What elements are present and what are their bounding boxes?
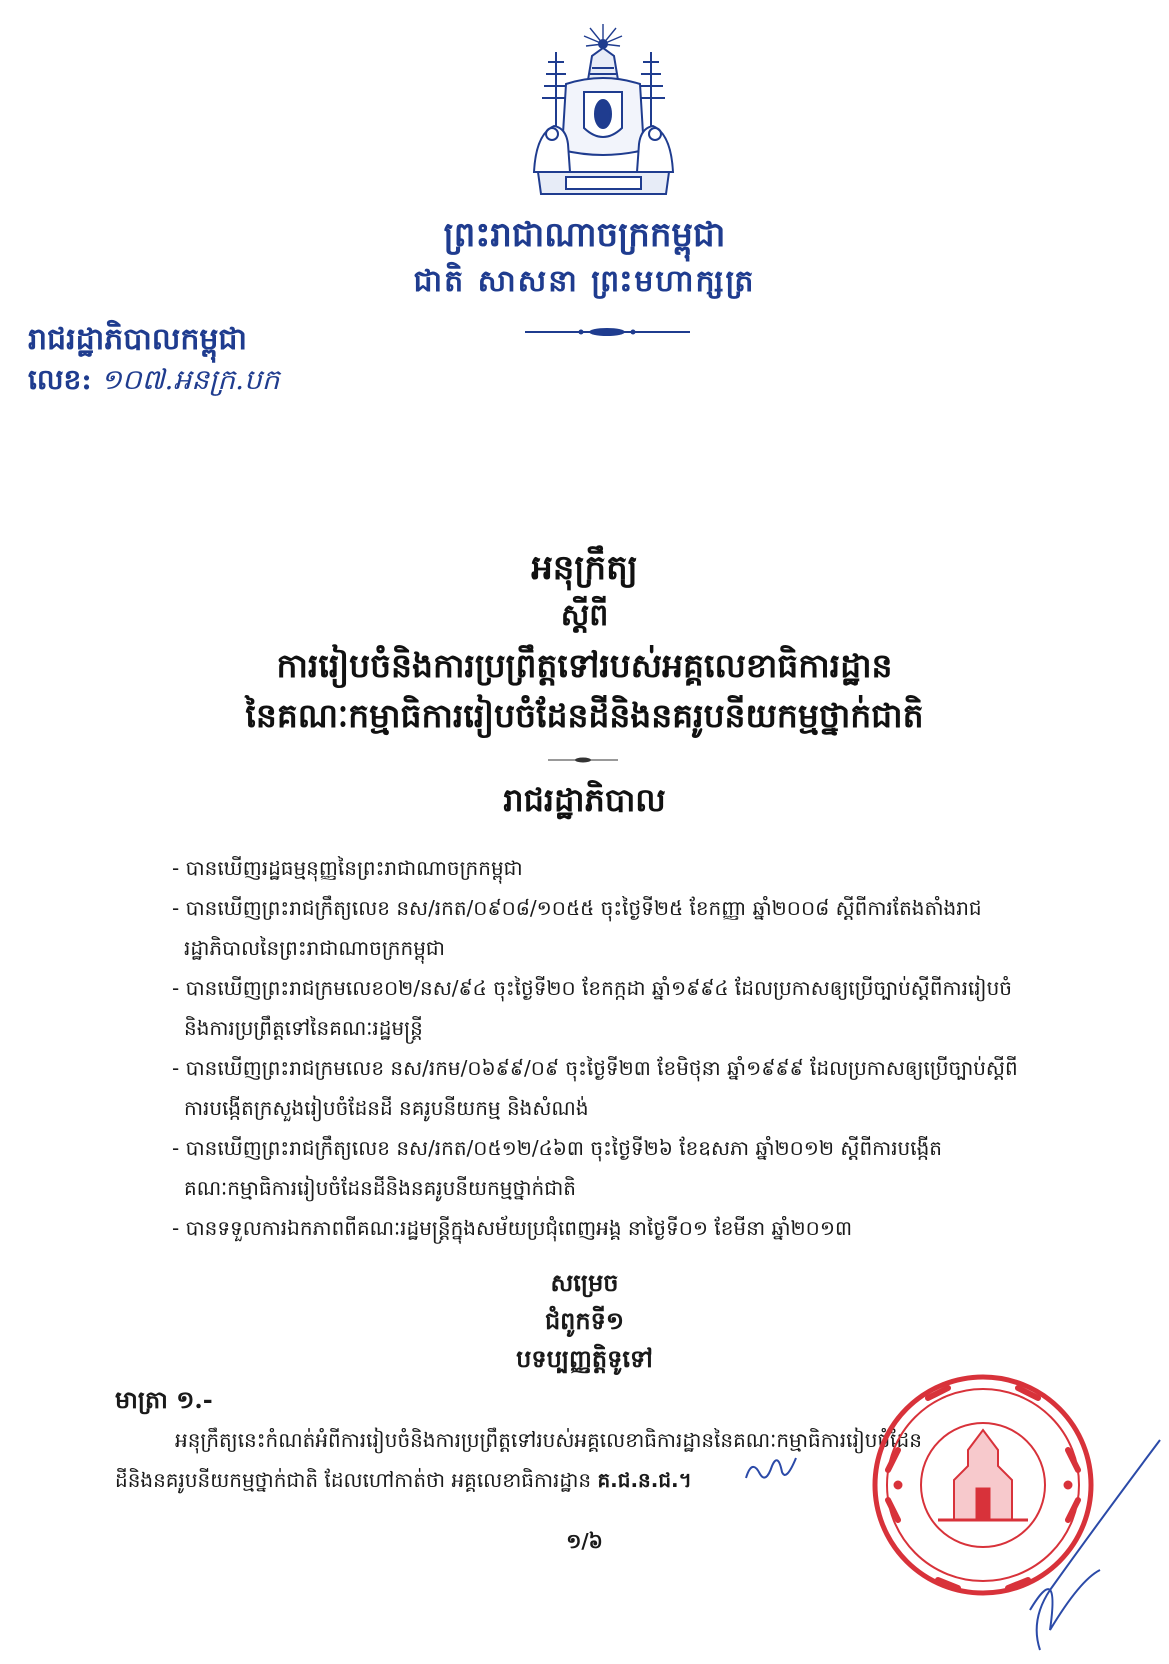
royal-coat-of-arms-icon (526, 22, 681, 202)
article-heading: មាត្រា ១.- (115, 1385, 213, 1414)
reference-label: លេខ: (28, 363, 92, 396)
government-name: រាជរដ្ឋាភិបាលកម្ពុជា (28, 322, 247, 357)
preamble-item: - បានឃើញព្រះរាជក្រមលេខ នស/រកម/០៦៩៩/០៩ ចុះថ្ងៃទី២៣ ខែមិថុនា ឆ្នាំ១៩៩៩ ដែលប្រកាសឲ្យប្រើច្បាប់ស្តីពីការបង្កើតក្រសួងរៀបចំដែនដី នគរូបនីយកម្ម និងសំណង់ (172, 1056, 1018, 1120)
preamble-item: - បានឃើញរដ្ឋធម្មនុញ្ញនៃព្រះរាជាណាចក្រកម្ពុជា (172, 856, 523, 880)
subject-line-2: នៃគណៈកម្មាធិការរៀបចំដែនដីនិងនគរូបនីយកម្មថ្នាក់ជាតិ (245, 696, 924, 735)
issuer-heading: រាជរដ្ឋាភិបាល (503, 781, 666, 819)
chapter-title: បទប្បញ្ញត្តិទូទៅ (516, 1344, 653, 1373)
small-ornament-icon (548, 756, 618, 764)
subject-prefix: ស្តីពី (560, 598, 609, 633)
abbreviation: គ.ជ.ន.ជ.។ (597, 1468, 692, 1492)
reference-value: ១០៧.អនក្រ.បក (100, 363, 280, 396)
reference-number (28, 362, 280, 403)
preamble-item: - បានឃើញព្រះរាជក្រឹត្យលេខ នស/រកត/០៥១២/៤៦៣ ចុះថ្ងៃទី២៦ ខែឧសភា ឆ្នាំ២០១២ ស្តីពីការបង្កើតគណៈកម្មាធិការរៀបចំដែនដីនិងនគរូបនីយកម្មថ្នាក់ជាតិ (172, 1136, 942, 1200)
kingdom-name: ព្រះរាជាណាចក្រកម្ពុជា (443, 215, 726, 255)
article-line-1: អនុក្រឹត្យនេះកំណត់អំពីការរៀបចំនិងការប្រព្រឹត្តទៅរបស់អគ្គលេខាធិការដ្ឋាននៃគណៈកម្មាធិការរៀបចំដែន (175, 1428, 922, 1452)
article-line-2-text: ដីនិងនគរូបនីយកម្មថ្នាក់ជាតិ ដែលហៅកាត់ថា អគ្គលេខាធិការដ្ឋាន (115, 1468, 592, 1492)
preamble-list (172, 848, 1032, 1248)
handwritten-initial-icon (742, 1448, 802, 1488)
decides-heading: សម្រេច (550, 1268, 619, 1297)
preamble-item: - បានឃើញព្រះរាជក្រមលេខ០២/នស/៩៤ ចុះថ្ងៃទី២០ ខែកក្កដា ឆ្នាំ១៩៩៤ ដែលប្រកាសឲ្យប្រើច្បាប់ស្តីពីការរៀបចំនិងការប្រព្រឹត្តទៅនៃគណៈរដ្ឋមន្ត្រី (172, 976, 1012, 1040)
subject-line-1: ការរៀបចំនិងការប្រព្រឹត្តទៅរបស់អគ្គលេខាធិការដ្ឋាន (276, 646, 893, 685)
page-number: ១/៦ (566, 1529, 603, 1553)
ornament-divider-icon (525, 325, 690, 339)
preamble-item: - បានទទួលការឯកភាពពីគណៈរដ្ឋមន្ត្រីក្នុងសម័យប្រជុំពេញអង្គ នាថ្ងៃទី០១ ខែមីនា ឆ្នាំ២០១៣ (172, 1216, 853, 1240)
chapter-heading: ជំពូកទី១ (544, 1306, 625, 1335)
national-motto: ជាតិ សាសនា ព្រះមហាក្សត្រ (413, 264, 756, 299)
document-type: អនុក្រឹត្យ (531, 548, 638, 588)
signature-stroke-icon (1020, 1410, 1169, 1660)
preamble-item: - បានឃើញព្រះរាជក្រឹត្យលេខ នស/រកត/០៩០៨/១០៥៥ ចុះថ្ងៃទី២៥ ខែកញ្ញា ឆ្នាំ២០០៨ ស្តីពីការតែងតាំងរាជរដ្ឋាភិបាលនៃព្រះរាជាណាចក្រកម្ពុជា (172, 896, 982, 960)
